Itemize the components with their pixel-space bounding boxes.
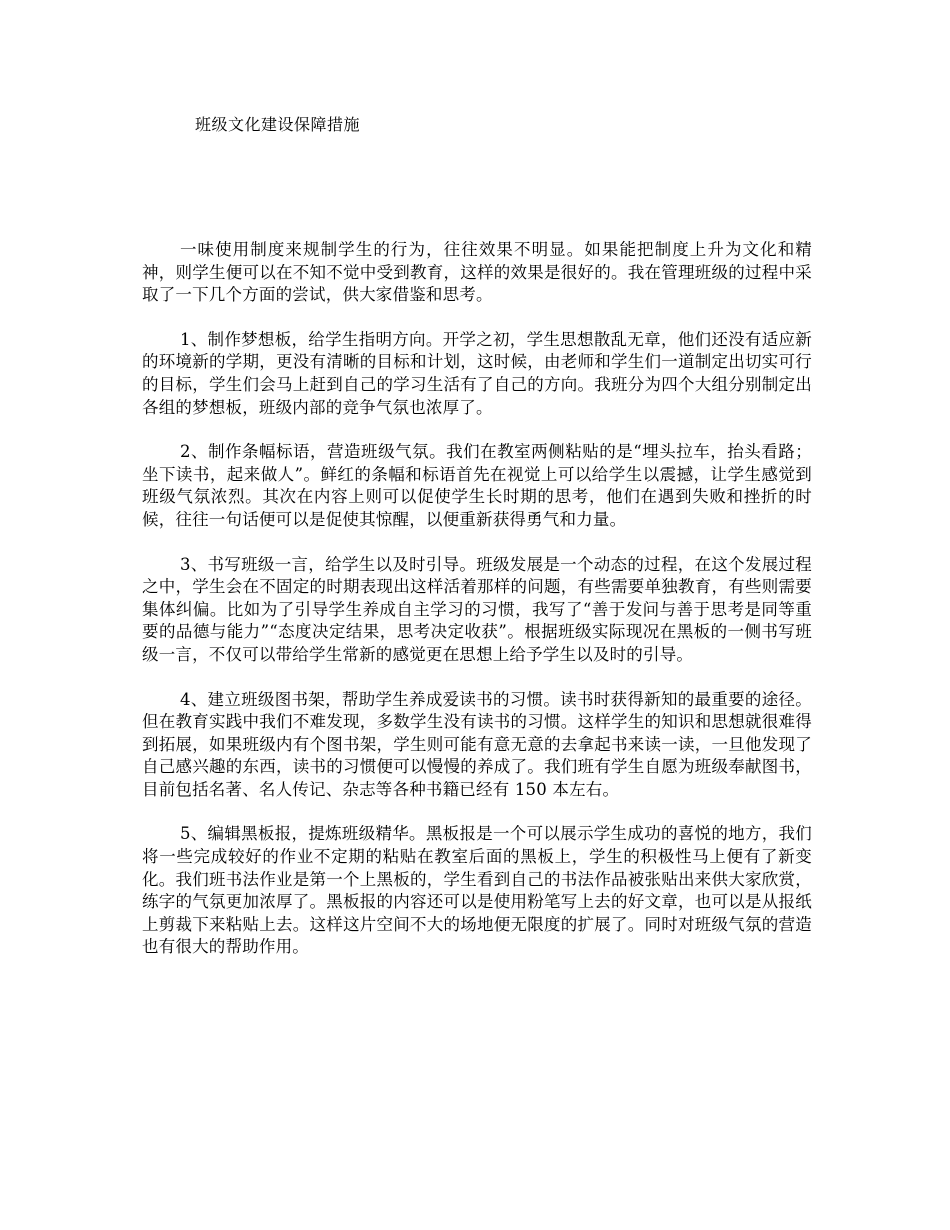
paragraph-bookshelf: 4、建立班级图书架，帮助学生养成爱读书的习惯。读书时获得新知的最重要的途径。但在教育实践中我们不难发现，多数学生没有读书的习惯。这样学生的知识和思想就很难得到拓展，如果班级内有个图书架，学生则可能有意无意的去拿起书来读一读，一旦他发现了自己感兴趣的东西，读书的习惯便可以慢慢的养成了。我们班有学生自愿为班级奉献图书，目前包括名著、名人传记、杂志等各种书籍已经有 150 本左右。 bbox=[142, 689, 812, 799]
paragraph-blackboard: 5、编辑黑板报，提炼班级精华。黑板报是一个可以展示学生成功的喜悦的地方，我们将一些完成较好的作业不定期的粘贴在教室后面的黑板上，学生的积极性马上便有了新变化。我们班书法作业是第一个上黑板的，学生看到自己的书法作品被张贴出来供大家欣赏，练字的气氛更加浓厚了。黑板报的内容还可以是使用粉笔写上去的好文章，也可以是从报纸上剪裁下来粘贴上去。这样这片空间不大的场地便无限度的扩展了。同时对班级气氛的营造也有很大的帮助作用。 bbox=[142, 824, 812, 957]
paragraph-class-motto: 3、书写班级一言，给学生以及时引导。班级发展是一个动态的过程，在这个发展过程之中，学生会在不固定的时期表现出这样活着那样的问题，有些需要单独教育，有些则需要集体纠偏。比如为了引导学生养成自主学习的习惯，我写了“善于发问与善于思考是同等重要的品德与能力”“态度决定结果，思考决定收获”。根据班级实际现况在黑板的一侧书写班级一言，不仅可以带给学生常新的感觉更在思想上给予学生以及时的引导。 bbox=[142, 554, 812, 664]
paragraph-banners: 2、制作条幅标语，营造班级气氛。我们在教室两侧粘贴的是“埋头拉车，抬头看路；坐下读书，起来做人”。鲜红的条幅和标语首先在视觉上可以给学生以震撼，让学生感觉到班级气氛浓烈。其次在内容上则可以促使学生长时期的思考，他们在遇到失败和挫折的时候，往往一句话便可以是促使其惊醒，以便重新获得勇气和力量。 bbox=[142, 442, 812, 529]
paragraph-dream-board: 1、制作梦想板，给学生指明方向。开学之初，学生思想散乱无章，他们还没有适应新的环境新的学期，更没有清晰的目标和计划，这时候，由老师和学生们一道制定出切实可行的目标，学生们会马上赶到自己的学习生活有了自己的方向。我班分为四个大组分别制定出各组的梦想板，班级内部的竞争气氛也浓厚了。 bbox=[142, 329, 812, 417]
document-body bbox=[142, 239, 812, 981]
paragraph-intro: 一味使用制度来规制学生的行为，往往效果不明显。如果能把制度上升为文化和精神，则学生便可以在不知不觉中受到教育，这样的效果是很好的。我在管理班级的过程中采取了一下几个方面的尝试，供大家借鉴和思考。 bbox=[142, 240, 812, 305]
document-title: 班级文化建设保障措施 bbox=[195, 115, 361, 134]
